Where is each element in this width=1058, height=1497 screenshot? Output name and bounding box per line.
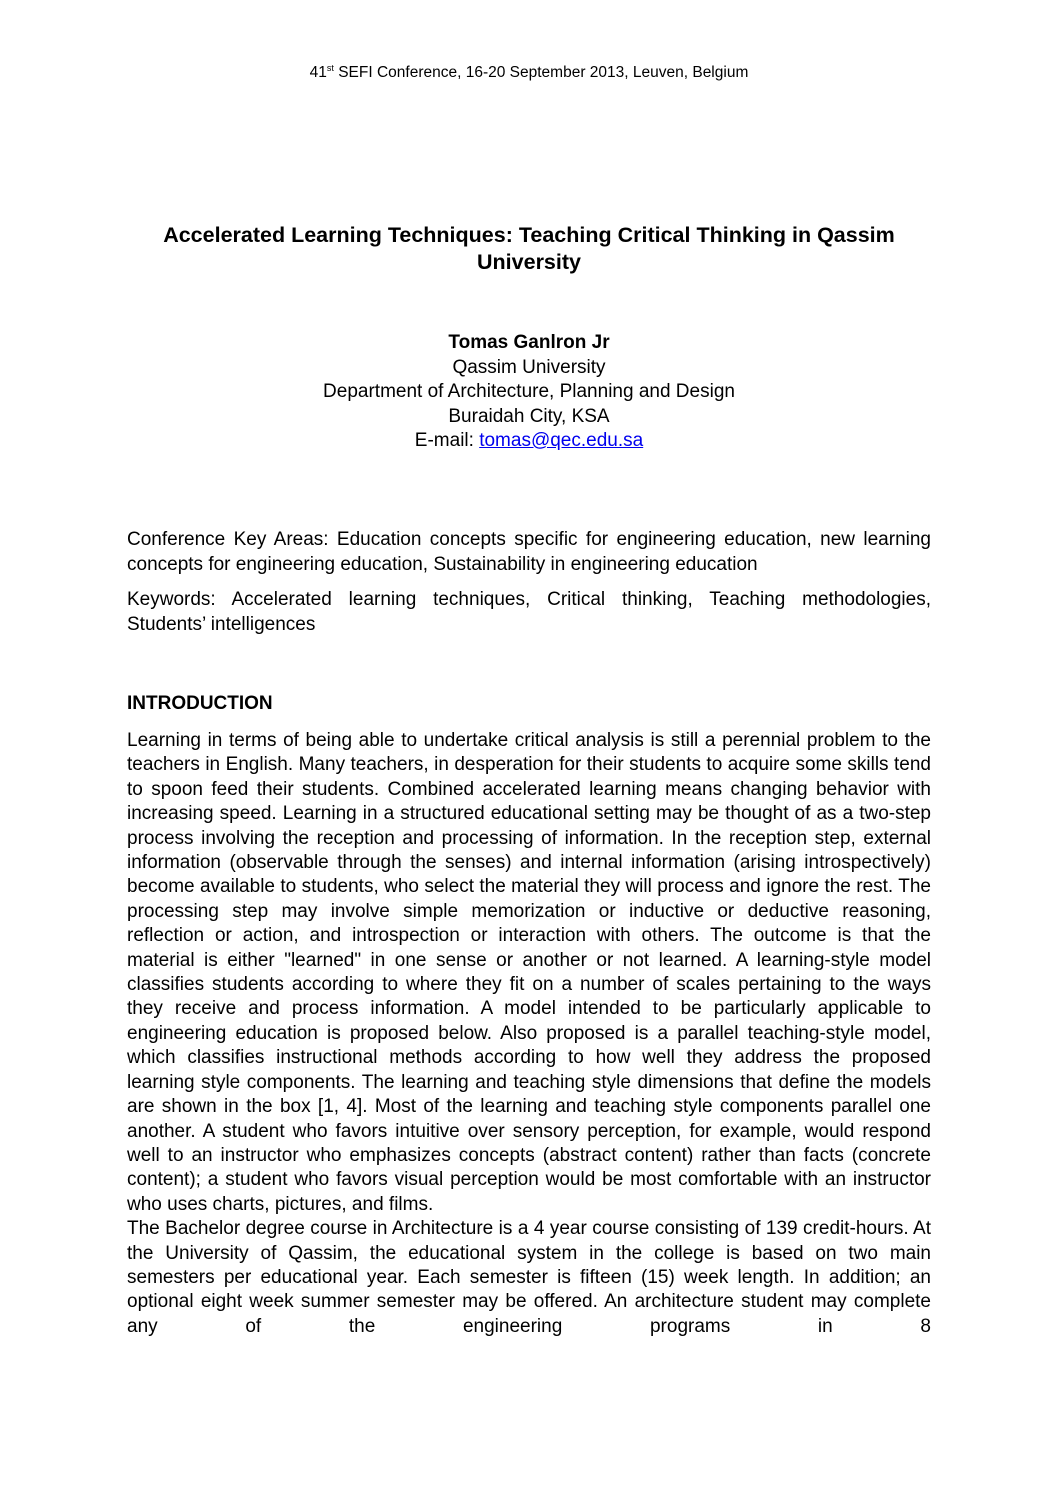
author-affiliation: Qassim University	[452, 356, 606, 378]
paper-meta	[127, 528, 931, 637]
conference-details: SEFI Conference, 16-20 September 2013, Leuven, Belgium	[333, 64, 749, 81]
email-label: E-mail:	[414, 430, 480, 451]
body-paragraph: The Bachelor degree course in Architecture is a 4 year course consisting of 139 credit-hours. At the University of Qassim, the educational system in the college is based on two main semesters per educational year. Each semester is fifteen (15) week length. In addition; an optional eight week summer semester may be offered. An architecture student may complete any of the engineering programs in 8	[127, 1218, 931, 1337]
author-location: Buraidah City, KSA	[448, 405, 610, 427]
conference-ordinal-suffix: st	[326, 63, 334, 73]
email-link[interactable]: tomas@qec.edu.sa	[479, 430, 644, 451]
paper-title: Accelerated Learning Techniques: Teaching Critical Thinking in Qassim University	[163, 223, 895, 274]
author-name: Tomas Ganlron Jr	[448, 332, 610, 353]
author-department: Department of Architecture, Planning and Design	[323, 381, 735, 402]
running-header	[0, 63, 1058, 83]
introduction-body	[127, 729, 931, 1339]
section-heading-introduction: INTRODUCTION	[127, 693, 273, 714]
conference-number: 41	[309, 64, 327, 81]
author-block	[127, 331, 931, 454]
conference-key-areas: Conference Key Areas: Education concepts specific for engineering education, new learning concepts for engineering education, Sustainability in engineering education	[127, 529, 931, 575]
body-paragraph: Learning in terms of being able to undertake critical analysis is still a perennial problem to the teachers in English. Many teachers, in desperation for their students to acquire some skills tend to spoon feed their students. Combined accelerated learning means changing behavior with increasing speed. Learning in a structured educational setting may be thought of as a two-step process involving the reception and processing of information. In the reception step, external information (observable through the senses) and internal information (arising introspectively) become available to students, who select the material they will process and ignore the rest. The processing step may involve simple memorization or inductive or deductive reasoning, reflection or action, and introspection or interaction with others. The outcome is that the material is either "learned" in one sense or another or not learned. A learning-style model classifies students according to where they fit on a number of scales pertaining to the ways they receive and process information. A model intended to be particularly applicable to engineering education is proposed below. Also proposed is a parallel teaching-style model, which classifies instructional methods according to how well they address the proposed learning style components. The learning and teaching style dimensions that define the models are shown in the box [1, 4]. Most of the learning and teaching style components parallel one another. A student who favors intuitive over sensory perception, for example, would respond well to an instructor who emphasizes concepts (abstract content) rather than facts (concrete content); a student who favors visual perception would be most comfortable with an instructor who uses charts, pictures, and films.	[127, 730, 931, 1215]
author-email-line	[127, 429, 931, 454]
keywords: Keywords: Accelerated learning techniques, Critical thinking, Teaching methodologies, Students’ intelligences	[127, 589, 931, 635]
